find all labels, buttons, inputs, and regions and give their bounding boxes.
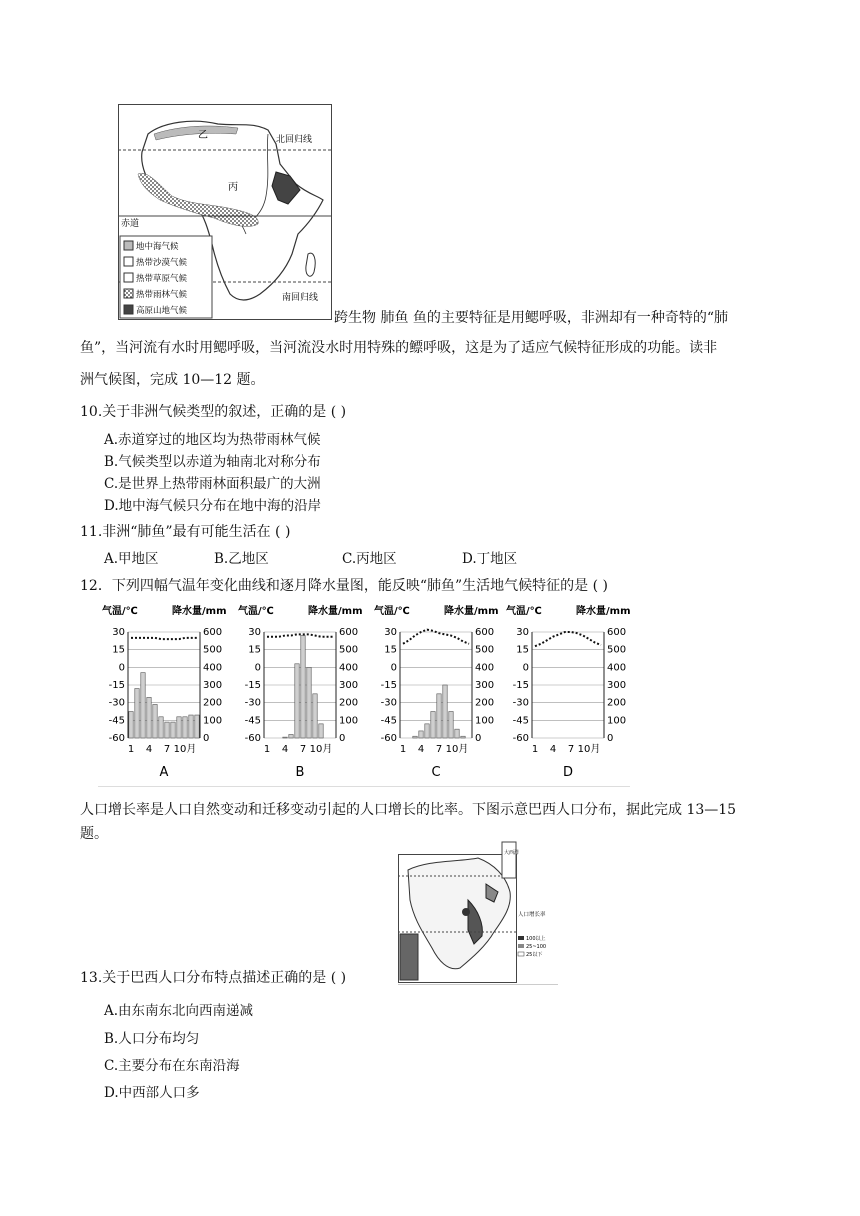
q13-stem: 13.关于巴西人口分布特点描述正确的是 ( ) (80, 970, 347, 986)
temp-axis-title: 气温/℃ (102, 606, 138, 617)
precip-bar (177, 717, 181, 738)
intro-line-1: 跨生物 肺鱼 鱼的主要特征是用鳃呼吸，非洲却有一种奇特的“肺 (334, 310, 729, 326)
q10-option-a: A.赤道穿过的地区均为热带雨林气候 (104, 432, 321, 448)
precip-tick-label: 100 (475, 715, 495, 727)
temperature-line (267, 634, 333, 636)
q13-option-d: D.中西部人口多 (104, 1085, 200, 1101)
temp-tick-label: 30 (384, 627, 397, 638)
temp-tick-label: 30 (516, 627, 529, 638)
temp-tick-label: -30 (244, 697, 261, 709)
precip-tick-label: 400 (203, 662, 223, 674)
precip-tick-label: 400 (475, 662, 495, 674)
q11-option-a: A.甲地区 (104, 551, 159, 567)
precip-bar (289, 734, 293, 738)
svg-text:地中海气候: 地中海气候 (136, 242, 179, 252)
temp-axis-title: 气温/℃ (506, 606, 542, 617)
temp-tick-label: -60 (108, 733, 125, 744)
svg-text:25~100: 25~100 (526, 944, 547, 950)
temp-tick-label: 0 (254, 662, 261, 674)
month-tick-label: 7 (299, 744, 307, 755)
temperature-line (131, 638, 197, 639)
month-tick-label: 10月 (309, 744, 333, 755)
temp-tick-label: -30 (512, 697, 529, 709)
label-bing: 丙 (228, 182, 238, 193)
precip-tick-label: 300 (339, 680, 359, 691)
q10-stem: 10.关于非洲气候类型的叙述，正确的是 ( ) (80, 404, 347, 420)
map-legend (120, 236, 212, 318)
precip-bar (147, 697, 151, 738)
precip-axis-title: 降水量/mm (576, 606, 630, 617)
temp-tick-label: -15 (380, 680, 397, 691)
chart-letter: B (295, 765, 305, 780)
temperature-line (535, 632, 601, 646)
month-tick-label: 10月 (445, 744, 469, 755)
precip-bar (153, 704, 157, 738)
temp-tick-label: -15 (108, 680, 125, 691)
month-tick-label: 1 (399, 744, 407, 755)
temp-axis-title: 气温/℃ (374, 606, 410, 617)
q11-option-b: B.乙地区 (214, 551, 269, 567)
svg-text:热带雨林气候: 热带雨林气候 (136, 290, 188, 300)
map-bottom-rule (398, 984, 558, 985)
chart-letter: C (431, 765, 441, 780)
svg-text:热带沙漠气候: 热带沙漠气候 (136, 258, 188, 268)
precip-tick-label: 400 (339, 662, 359, 674)
precip-bar (319, 724, 323, 738)
precip-tick-label: 500 (607, 644, 627, 656)
precip-tick-label: 400 (607, 662, 627, 674)
intro-line-2: 鱼”，当河流有水时用鳃呼吸，当河流没水时用特殊的鳔呼吸，这是为了适应气候特征形成的功能。读非 (80, 340, 718, 356)
temp-axis-title: 气温/℃ (238, 606, 274, 617)
precip-bar (455, 729, 459, 738)
temp-tick-label: 30 (112, 627, 125, 638)
precip-bar (313, 694, 317, 738)
temp-tick-label: 0 (118, 662, 125, 674)
temp-tick-label: -30 (380, 697, 397, 709)
precip-bar (129, 712, 133, 739)
temp-tick-label: -60 (380, 733, 397, 744)
q10-option-b: B.气候类型以赤道为轴南北对称分布 (104, 454, 321, 470)
temp-tick-label: -15 (512, 680, 529, 691)
temp-tick-label: -45 (244, 715, 261, 727)
chart-letter: A (159, 765, 169, 780)
precip-bar (189, 715, 193, 738)
precip-tick-label: 0 (339, 733, 346, 744)
climate-chart-b (238, 604, 363, 780)
precip-tick-label: 600 (475, 627, 495, 638)
brazil-population-map (398, 840, 556, 984)
precip-tick-label: 600 (607, 627, 627, 638)
temp-tick-label: -30 (108, 697, 125, 709)
climate-chart-c (374, 604, 499, 780)
temp-tick-label: -15 (244, 680, 261, 691)
climate-charts (98, 600, 630, 786)
precip-bar (141, 673, 145, 738)
precip-axis-title: 降水量/mm (444, 606, 499, 617)
svg-text:人口增长率: 人口增长率 (518, 912, 546, 918)
month-tick-label: 4 (281, 744, 289, 755)
q10-option-d: D.地中海气候只分布在地中海的沿岸 (104, 498, 322, 514)
precip-bar (183, 717, 187, 738)
precip-tick-label: 100 (203, 715, 223, 727)
precip-tick-label: 0 (203, 733, 210, 744)
precip-bar (443, 685, 447, 738)
precip-bar (449, 712, 453, 739)
temp-tick-label: 0 (522, 662, 529, 674)
precip-bar (301, 636, 305, 738)
temp-tick-label: 30 (248, 627, 261, 638)
precip-tick-label: 0 (475, 733, 482, 744)
precip-bar (165, 722, 169, 738)
africa-climate-map (118, 104, 332, 320)
month-tick-label: 7 (435, 744, 443, 755)
q13-option-c: C.主要分布在东南沿海 (104, 1058, 240, 1074)
precip-tick-label: 200 (339, 697, 359, 709)
intro-line-3: 洲气候图，完成 10—12 题。 (80, 372, 265, 388)
month-tick-label: 1 (263, 744, 271, 755)
temp-tick-label: 15 (516, 644, 529, 656)
temp-tick-label: 15 (112, 644, 125, 656)
precip-tick-label: 500 (475, 644, 495, 656)
month-tick-label: 1 (127, 744, 135, 755)
month-tick-label: 4 (549, 744, 557, 755)
precip-bar (295, 664, 299, 738)
month-tick-label: 10月 (577, 744, 601, 755)
q11-stem: 11.非洲“肺鱼”最有可能生活在 ( ) (80, 524, 291, 540)
intro2-line-1: 人口增长率是人口自然变动和迁移变动引起的人口增长的比率。下图示意巴西人口分布，据此完成 13—15 (80, 802, 737, 818)
temp-tick-label: -45 (380, 715, 397, 727)
precip-tick-label: 300 (203, 680, 223, 691)
q12-stem: 12．下列四幅气温年变化曲线和逐月降水量图，能反映“肺鱼”生活地气候特征的是 ( ) (80, 578, 608, 594)
temp-tick-label: -45 (108, 715, 125, 727)
precip-bar (437, 694, 441, 738)
precip-tick-label: 600 (339, 627, 359, 638)
q13-option-b: B.人口分布均匀 (104, 1031, 200, 1047)
intro2-line-2: 题。 (80, 826, 108, 842)
svg-text:高原山地气候: 高原山地气候 (136, 306, 188, 316)
svg-text:热带草原气候: 热带草原气候 (136, 274, 188, 284)
precip-tick-label: 200 (475, 697, 495, 709)
climate-chart-d (506, 604, 630, 780)
chart-letter: D (562, 765, 574, 780)
q11-option-d: D.丁地区 (462, 551, 518, 567)
precip-bar (307, 667, 311, 738)
month-tick-label: 4 (417, 744, 425, 755)
q13-option-a: A.由东南东北向西南递减 (104, 1003, 254, 1019)
precip-bar (419, 731, 423, 738)
label-yi: 乙 (198, 130, 208, 141)
precip-bar (283, 737, 287, 738)
temp-tick-label: -60 (244, 733, 261, 744)
label-north-tropic: 北回归线 (276, 135, 313, 145)
precip-tick-label: 300 (607, 680, 627, 691)
temp-tick-label: 15 (248, 644, 261, 656)
precip-tick-label: 100 (339, 715, 359, 727)
precip-axis-title: 降水量/mm (172, 606, 227, 617)
charts-bottom-rule (98, 786, 630, 787)
temp-tick-label: -45 (512, 715, 529, 727)
precip-bar (431, 712, 435, 739)
precip-axis-title: 降水量/mm (308, 606, 363, 617)
precip-tick-label: 500 (339, 644, 359, 656)
precip-bar (135, 689, 139, 738)
precip-tick-label: 200 (203, 697, 223, 709)
svg-text:25以下: 25以下 (526, 952, 543, 958)
climate-chart-a (102, 604, 227, 780)
month-tick-label: 7 (163, 744, 171, 755)
precip-tick-label: 200 (607, 697, 627, 709)
month-tick-label: 10月 (173, 744, 197, 755)
temp-tick-label: -60 (512, 733, 529, 744)
madagascar (306, 253, 315, 276)
temp-tick-label: 0 (390, 662, 397, 674)
month-tick-label: 1 (531, 744, 539, 755)
label-south-tropic: 南回归线 (282, 293, 319, 303)
precip-bar (159, 717, 163, 738)
precip-bar (413, 736, 417, 738)
q10-option-c: C.是世界上热带雨林面积最广的大洲 (104, 476, 321, 492)
month-tick-label: 4 (145, 744, 153, 755)
precip-bar (195, 715, 199, 738)
brazil-legend (518, 910, 546, 958)
precip-bar (171, 722, 175, 738)
precip-tick-label: 100 (607, 715, 627, 727)
temp-tick-label: 15 (384, 644, 397, 656)
precip-tick-label: 500 (203, 644, 223, 656)
precip-bar (425, 724, 429, 738)
precip-tick-label: 300 (475, 680, 495, 691)
q11-option-c: C.丙地区 (342, 551, 397, 567)
precip-tick-label: 0 (607, 733, 614, 744)
month-tick-label: 7 (567, 744, 575, 755)
svg-text:100以上: 100以上 (526, 936, 546, 942)
corner-label: 大西洋 (504, 850, 520, 856)
precip-tick-label: 600 (203, 627, 223, 638)
label-equator: 赤道 (121, 219, 140, 229)
precip-bar (461, 736, 465, 738)
